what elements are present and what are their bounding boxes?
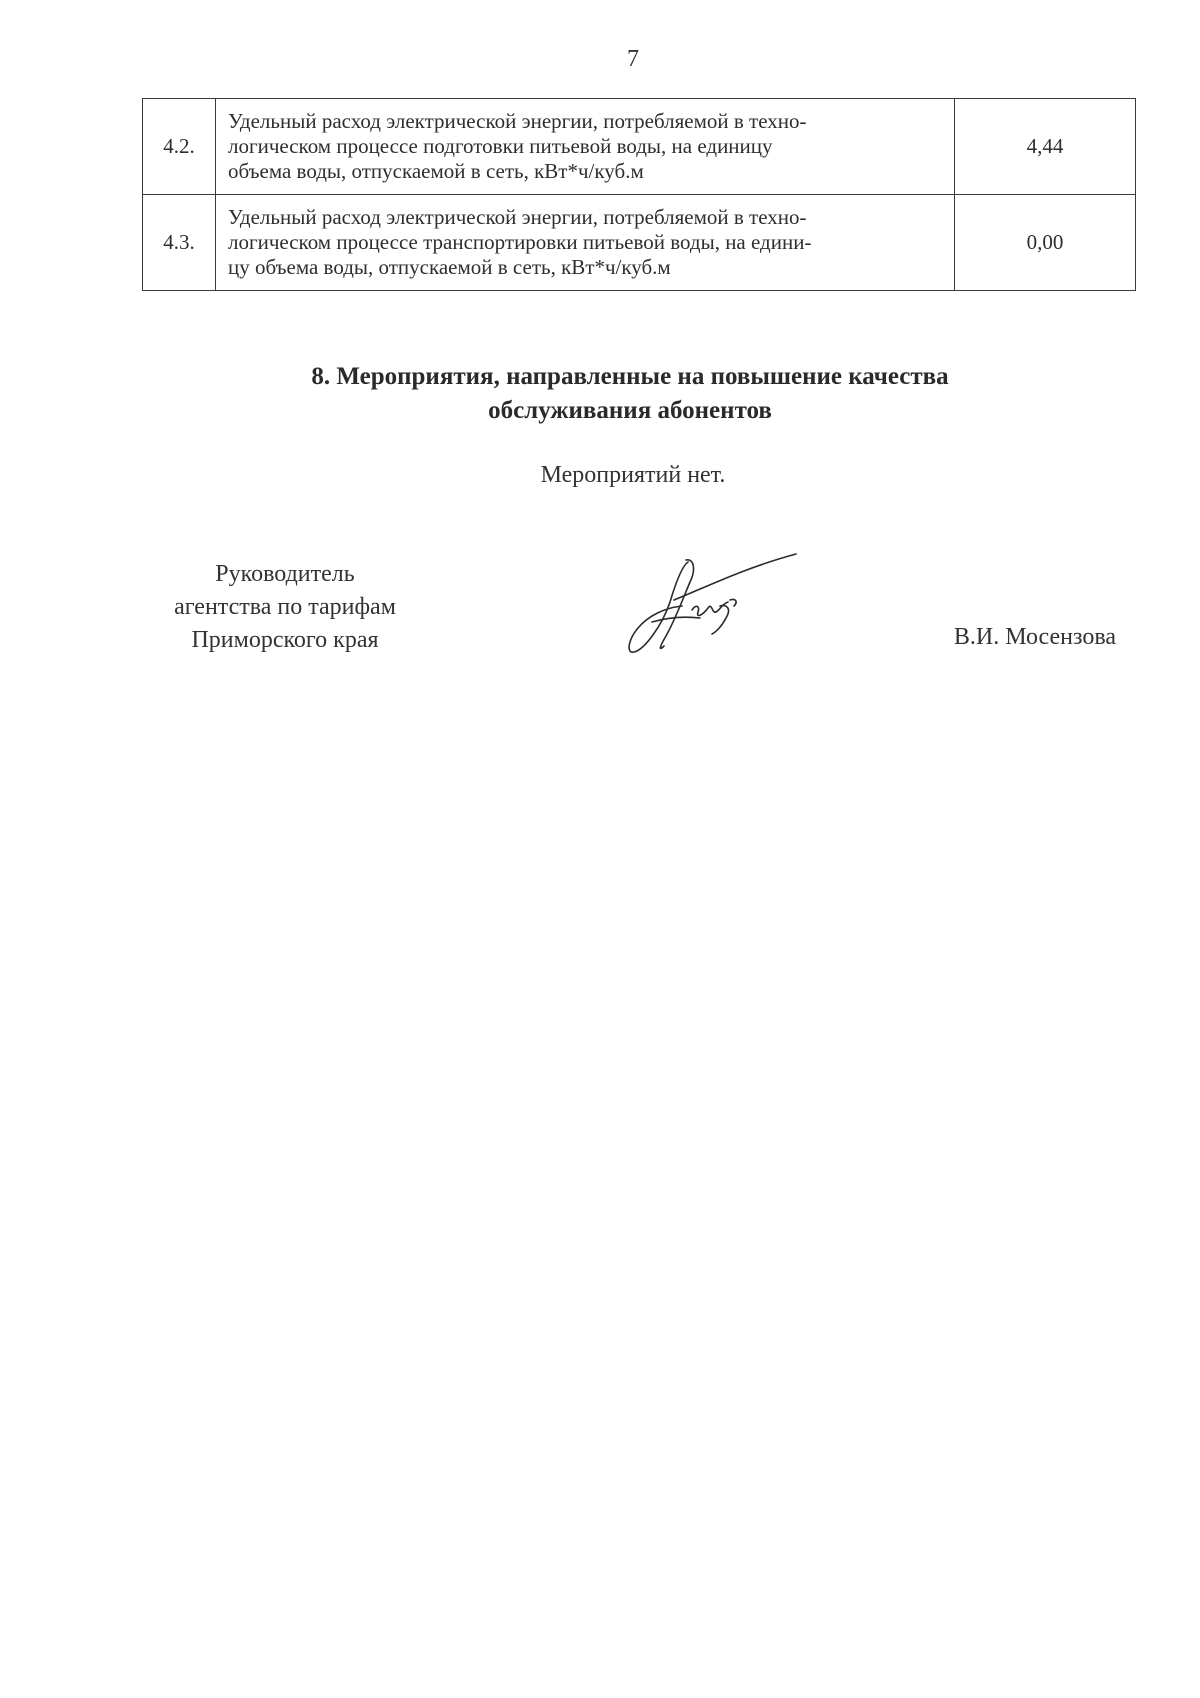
section-title-line: обслуживания абонентов <box>488 397 772 424</box>
description-line: Удельный расход электрической энергии, потребляемой в техно- <box>228 109 807 133</box>
row-number: 4.2. <box>143 99 216 195</box>
signatory-position <box>140 558 430 657</box>
description-line: объема воды, отпускаемой в сеть, кВт*ч/куб.м <box>228 159 644 183</box>
signatory-name: В.И. Мосензова <box>953 624 1116 650</box>
section-title <box>240 360 1020 428</box>
table-row <box>143 99 1136 195</box>
position-line: Приморского края <box>191 627 379 653</box>
description-line: Удельный расход электрической энергии, потребляемой в техно- <box>228 205 807 229</box>
row-value: 0,00 <box>955 195 1136 291</box>
indicators-table <box>142 98 1136 291</box>
description-line: цу объема воды, отпускаемой в сеть, кВт*ч/куб.м <box>228 255 671 279</box>
row-description <box>216 195 955 291</box>
row-value: 4,44 <box>955 99 1136 195</box>
row-number: 4.3. <box>143 195 216 291</box>
position-line: агентства по тарифам <box>174 594 396 620</box>
section-body: Мероприятий нет. <box>540 462 726 488</box>
description-line: логическом процессе транспортировки питьевой воды, на едини- <box>228 230 812 254</box>
section-title-line: 8. Мероприятия, направленные на повышение качества <box>311 363 949 390</box>
row-description <box>216 99 955 195</box>
handwritten-signature <box>604 548 804 660</box>
position-line: Руководитель <box>215 561 355 587</box>
table-row <box>143 195 1136 291</box>
page-number: 7 <box>627 46 639 72</box>
description-line: логическом процессе подготовки питьевой воды, на единицу <box>228 134 773 158</box>
